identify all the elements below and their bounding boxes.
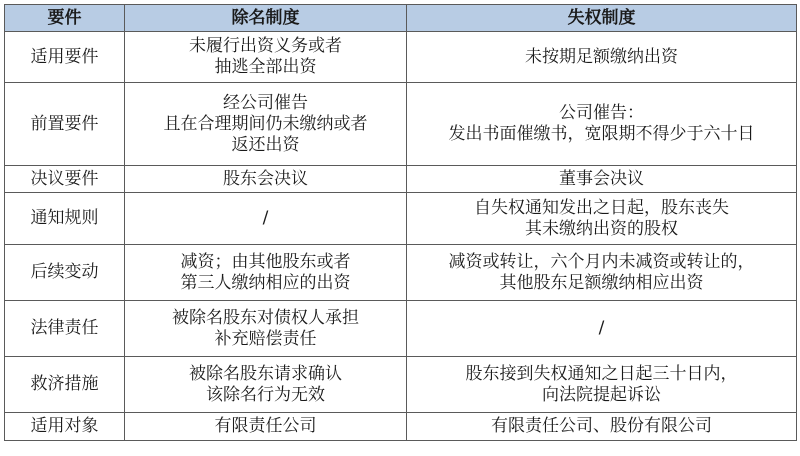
forfeiture-cell: / — [407, 301, 797, 357]
removal-cell: 经公司催告 且在合理期间仍未缴纳或者 返还出资 — [125, 83, 407, 166]
removal-cell: / — [125, 193, 407, 245]
header-element: 要件 — [5, 5, 125, 32]
table-row — [5, 245, 797, 301]
row-label: 通知规则 — [5, 193, 125, 245]
forfeiture-cell: 有限责任公司、股份有限公司 — [407, 413, 797, 441]
header-removal-system: 除名制度 — [125, 5, 407, 32]
removal-cell: 减资；由其他股东或者 第三人缴纳相应的出资 — [125, 245, 407, 301]
table-row — [5, 166, 797, 193]
row-label: 前置要件 — [5, 83, 125, 166]
header-row — [5, 5, 797, 32]
row-label: 适用要件 — [5, 32, 125, 83]
table-row — [5, 357, 797, 413]
forfeiture-cell: 自失权通知发出之日起，股东丧失 其未缴纳出资的股权 — [407, 193, 797, 245]
row-label: 救济措施 — [5, 357, 125, 413]
forfeiture-cell: 公司催告： 发出书面催缴书，宽限期不得少于六十日 — [407, 83, 797, 166]
comparison-table-container — [4, 4, 797, 441]
header-forfeiture-system: 失权制度 — [407, 5, 797, 32]
removal-cell: 被除名股东请求确认 该除名行为无效 — [125, 357, 407, 413]
removal-cell: 未履行出资义务或者 抽逃全部出资 — [125, 32, 407, 83]
row-label: 决议要件 — [5, 166, 125, 193]
table-row — [5, 301, 797, 357]
table-row — [5, 83, 797, 166]
row-label: 后续变动 — [5, 245, 125, 301]
table-row — [5, 32, 797, 83]
row-label: 法律责任 — [5, 301, 125, 357]
forfeiture-cell: 董事会决议 — [407, 166, 797, 193]
table-row — [5, 193, 797, 245]
table-row — [5, 413, 797, 441]
removal-cell: 被除名股东对债权人承担 补充赔偿责任 — [125, 301, 407, 357]
row-label: 适用对象 — [5, 413, 125, 441]
forfeiture-cell: 未按期足额缴纳出资 — [407, 32, 797, 83]
removal-cell: 股东会决议 — [125, 166, 407, 193]
comparison-table — [4, 4, 797, 441]
removal-cell: 有限责任公司 — [125, 413, 407, 441]
forfeiture-cell: 减资或转让，六个月内未减资或转让的， 其他股东足额缴纳相应出资 — [407, 245, 797, 301]
forfeiture-cell: 股东接到失权通知之日起三十日内， 向法院提起诉讼 — [407, 357, 797, 413]
